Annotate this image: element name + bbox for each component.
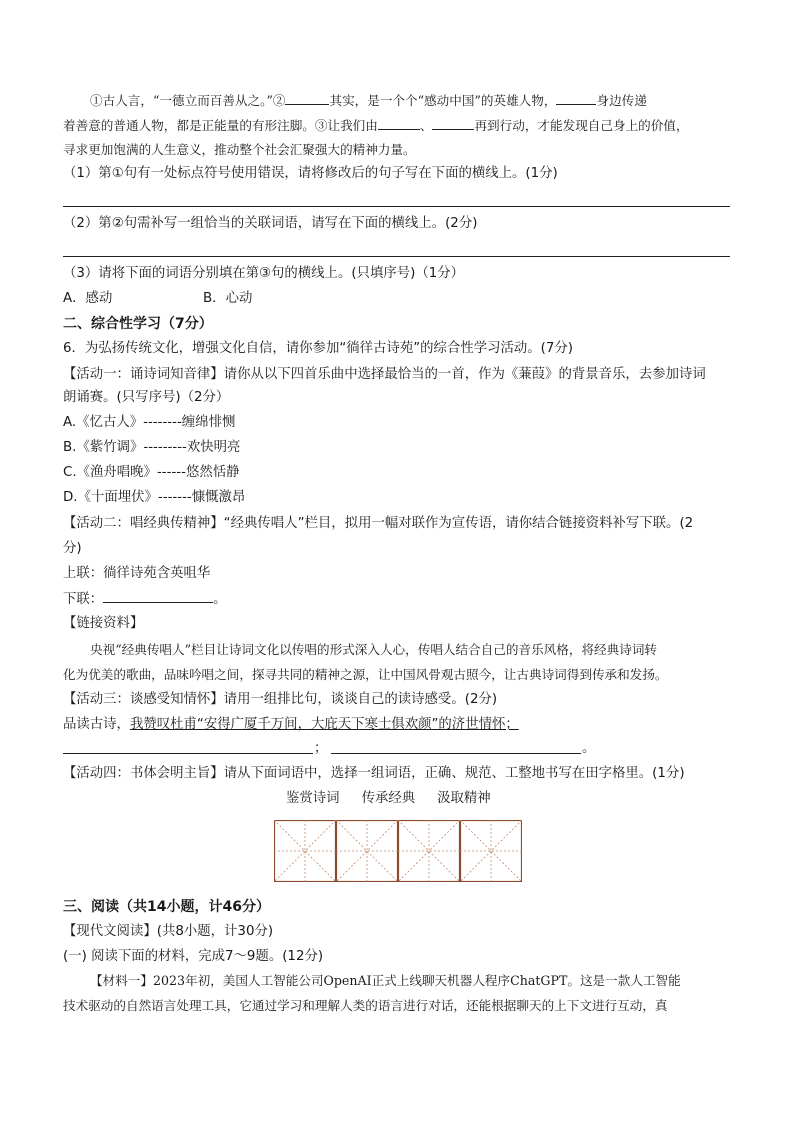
link-title: 【链接资料】 — [63, 616, 144, 631]
blank-couplet-lower[interactable] — [103, 590, 213, 603]
parallel-end: 。 — [582, 741, 596, 756]
activity-3-line-1: 【活动三：谈感受知情怀】请用一组排比句，谈谈自己的读诗感受。(2分) — [63, 692, 498, 707]
blank-connective-1[interactable] — [285, 92, 329, 105]
answer-line-q1[interactable] — [63, 206, 730, 207]
tianzige-grid — [274, 820, 523, 882]
couplet-lower-label: 下联： — [63, 592, 104, 607]
activity-1-option-d: D.《十面埋伏》-------慷慨激昂 — [63, 490, 246, 505]
word-option-3: 汲取精神 — [437, 791, 491, 806]
question-2: （2）第②句需补写一组恰当的关联词语，请写在下面的横线上。(2分) — [63, 216, 478, 231]
activity-4-words — [286, 790, 491, 808]
link-line-1: 央视“经典传唱人”栏目让诗词文化以传唱的形式深入人心，传唱人结合自己的音乐风格，将经典诗词转 — [90, 642, 658, 657]
section-2-title: 二、综合性学习（7分） — [63, 316, 213, 332]
material-line-2: 技术驱动的自然语言处理工具，它通过学习和理解人类的语言进行对话，还能根据聊天的上下文进行互动，真 — [63, 998, 668, 1013]
modern-reading-heading: 【现代文阅读】(共8小题，计30分) — [63, 924, 274, 939]
activity-2-line-2: 分) — [63, 541, 82, 556]
blank-word-1[interactable] — [378, 117, 420, 130]
answer-line-parallel-1[interactable] — [63, 753, 313, 754]
section-3-title: 三、阅读（共14小题，计46分） — [63, 899, 270, 915]
activity-1-line-2: 朗诵赛。(只写序号)（2分） — [63, 390, 230, 405]
word-option-2: 传承经典 — [361, 791, 416, 806]
material-line-1: 【材料一】2023年初，美国人工智能公司OpenAI正式上线聊天机器人程序ChatGPT。这是一款人工智能 — [90, 973, 681, 988]
question-6-intro: 6．为弘扬传统文化，增强文化自信，请你参加“徜徉古诗苑”的综合性学习活动。(7分) — [63, 341, 574, 356]
activity-2-line-1: 【活动二：唱经典传精神】“经典传唱人”栏目，拟用一幅对联作为宣传语，请你结合链接资料补写下联。(2 — [63, 516, 694, 531]
intro-line-2 — [63, 117, 689, 135]
activity-1-option-c: C.《渔舟唱晚》------悠然恬静 — [63, 465, 240, 480]
reading-part-1: (一) 阅读下面的材料，完成7～9题。(12分) — [63, 949, 324, 964]
couplet-upper: 上联：徜徉诗苑含英咀华 — [63, 566, 211, 581]
activity-1-option-b: B.《紫竹调》---------欢快明亮 — [63, 440, 241, 455]
q3-option-b: B．心动 — [203, 291, 253, 306]
answer-line-parallel-2[interactable] — [331, 753, 581, 754]
intro-line-3 — [63, 141, 416, 159]
activity-3-line-2 — [63, 716, 519, 734]
q3-option-a: A．感动 — [63, 291, 113, 306]
intro-line-2-c: 再到行动，才能发现自己身上的价值， — [474, 118, 689, 133]
tianzige-cell-2[interactable] — [336, 820, 398, 882]
intro-line-1-b: 其实，是一个个“感动中国”的英雄人物， — [329, 93, 557, 108]
parallel-separator: ； — [314, 741, 328, 756]
activity-3-example: 我赞叹杜甫“安得广厦千万间，大庇天下寒士俱欢颜”的济世情怀； — [129, 717, 519, 732]
blank-connective-2[interactable] — [556, 92, 596, 105]
tianzige-cell-4[interactable] — [460, 820, 522, 882]
word-option-1: 鉴赏诗词 — [286, 791, 340, 806]
couplet-lower — [63, 590, 227, 609]
answer-line-q2[interactable] — [63, 256, 730, 257]
intro-line-3-text: 寻求更加饱满的人生意义，推动整个社会汇聚强大的精神力量。 — [63, 142, 416, 157]
activity-1-option-a: A.《忆古人》--------缠绵悱恻 — [63, 415, 236, 430]
tianzige-cell-1[interactable] — [274, 820, 336, 882]
activity-1-line-1: 【活动一：诵诗词知音律】请你从以下四首乐曲中选择最恰当的一首，作为《蒹葭》的背景音乐，去参加诗词 — [63, 367, 706, 382]
blank-word-2[interactable] — [432, 117, 474, 130]
intro-line-1-c: 身边传递 — [596, 93, 647, 108]
question-3: （3）请将下面的词语分别填在第③句的横线上。(只填序号)（1分） — [63, 266, 465, 281]
activity-3-line-2-a: 品读古诗， — [63, 717, 130, 732]
link-line-2: 化为优美的歌曲，品味吟唱之间，探寻共同的精神之源，让中国风骨观古照今，让古典诗词得到传承和发扬。 — [63, 667, 668, 682]
tianzige-cell-3[interactable] — [398, 820, 460, 882]
intro-line-1-a: ①古人言，“一德立而百善从之。”② — [90, 93, 286, 108]
question-1: （1）第①句有一处标点符号使用错误，请将修改后的句子写在下面的横线上。(1分) — [63, 166, 558, 181]
couplet-lower-end: 。 — [213, 592, 227, 607]
intro-line-2-a: 着善意的普通人物，都是正能量的有形注脚。③让我们由 — [63, 118, 378, 133]
activity-4-line-1: 【活动四：书体会明主旨】请从下面词语中，选择一组词语，正确、规范、工整地书写在田字格里。(1分) — [63, 766, 685, 781]
intro-line-2-b: 、 — [419, 118, 433, 133]
intro-line-1 — [90, 92, 647, 110]
